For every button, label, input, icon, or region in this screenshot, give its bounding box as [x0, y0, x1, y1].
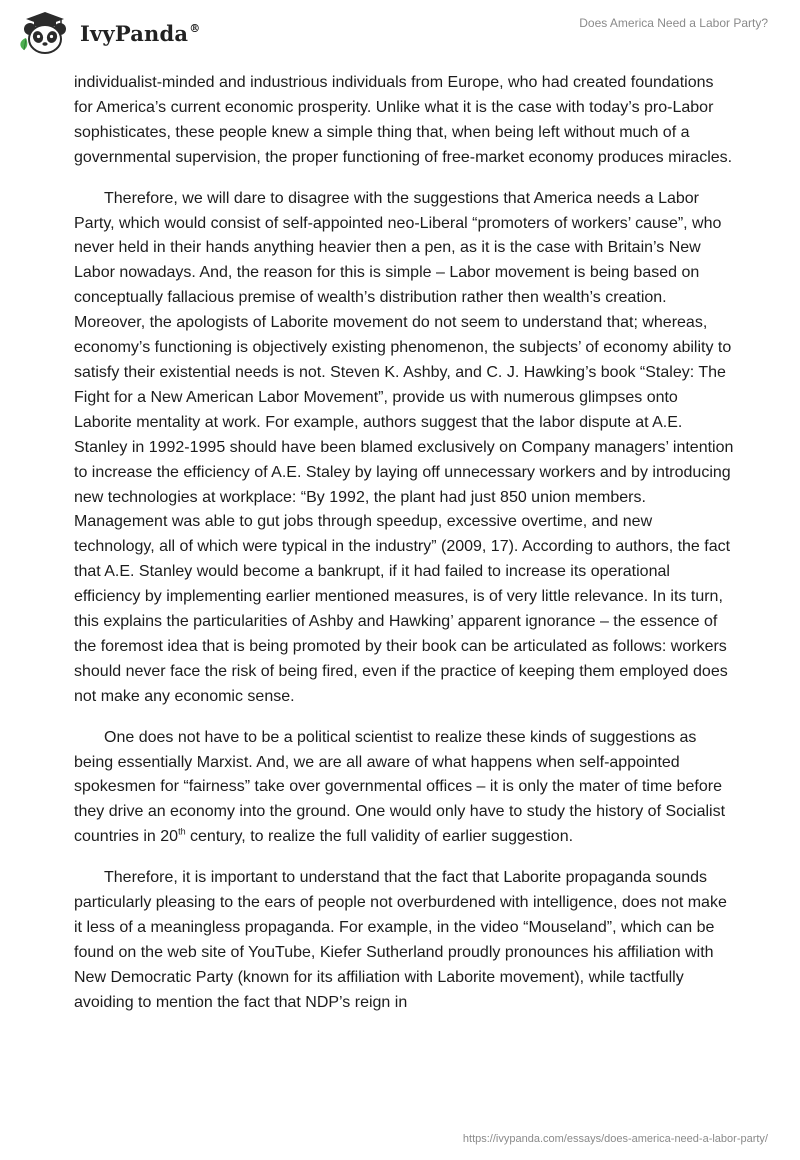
- document-title: Does America Need a Labor Party?: [579, 16, 768, 30]
- panda-graduate-icon: [14, 10, 76, 56]
- ivypanda-logo[interactable]: [14, 10, 200, 56]
- page-header: [0, 0, 800, 70]
- registered-mark: ®: [189, 21, 201, 35]
- paragraph-3-text-before: One does not have to be a political scientist to realize these kinds of suggestions as being essentially Marxist. And, we are all aware of what happens when self-appointed spokesmen for “fairness” take over governmental offices – it is only the mater of time before they drive an economy into the ground. One would only have to study the history of Socialist countries in 20: [74, 728, 726, 846]
- logo-wordmark: IvyPanda®: [80, 20, 201, 46]
- paragraph-2: Therefore, we will dare to disagree with the suggestions that America needs a Labor Party, which would consist of self-appointed neo-Liberal “promoters of workers’ cause”, who never held in their hands anything heavier then a pen, as it is the case with Britain’s New Labor nowadays. And, the reason for this is simple – Labor movement is being based on conceptually fallacious premise of wealth’s distribution rather then wealth’s creation. Moreover, the apologists of Laborite movement do not seem to understand that; whereas, economy’s functioning is objectively existing phenomenon, the subjects’ of economy ability to satisfy their existential needs is not. Steven K. Ashby, and C. J. Hawking’s book “Staley: The Fight for a New American Labor Movement”, provide us with numerous glimpses onto Laborite mentality at work. For example, authors suggest that the labor dispute at A.E. Stanley in 1992-1995 should have been blamed exclusively on Company managers’ intention to increase the efficiency of A.E. Staley by laying off unnecessary workers and by introducing new technologies at workplace: “By 1992, the plant had just 850 union members. Management was able to gut jobs through speedup, excessive overtime, and new technology, all of which were typical in the industry” (2009, 17). According to authors, the fact that A.E. Stanley would become a bankrupt, if it had failed to increase its operational efficiency by implementing earlier mentioned measures, is of very little relevance. In its turn, this explains the particularities of Ashby and Hawking’ apparent ignorance – the essence of the foremost idea that is being promoted by their book can be articulated as follows: workers should never face the risk of being fired, even if the practice of keeping them employed does not make any economic sense.: [74, 189, 734, 705]
- ordinal-superscript: th: [178, 826, 186, 837]
- paragraph-3-text-after: century, to realize the full validity of earlier suggestion.: [185, 828, 574, 846]
- essay-body: [74, 71, 734, 1032]
- paragraph-4: Therefore, it is important to understand that the fact that Laborite propaganda sounds particularly pleasing to the ears of people not overburdened with intelligence, does not make it less of a meaningless propaganda. For example, in the video “Mouseland”, which can be found on the web site of YouTube, Kiefer Sutherland proudly pronounces his affiliation with New Democratic Party (known for its affiliation with Laborite movement), while tactfully avoiding to mention the fact that NDP’s reign in: [74, 869, 727, 1011]
- paragraph-1: individualist-minded and industrious individuals from Europe, who had created foundations for America’s current economic prosperity. Unlike what it is the case with today’s pro-Labor sophisticates, these people knew a simple thing that, when being left without much of a governmental supervision, the proper functioning of free-market economy produces miracles.: [74, 74, 733, 166]
- paragraph-3: [74, 726, 734, 851]
- footer-source-url[interactable]: https://ivypanda.com/essays/does-america-need-a-labor-party/: [462, 1133, 768, 1145]
